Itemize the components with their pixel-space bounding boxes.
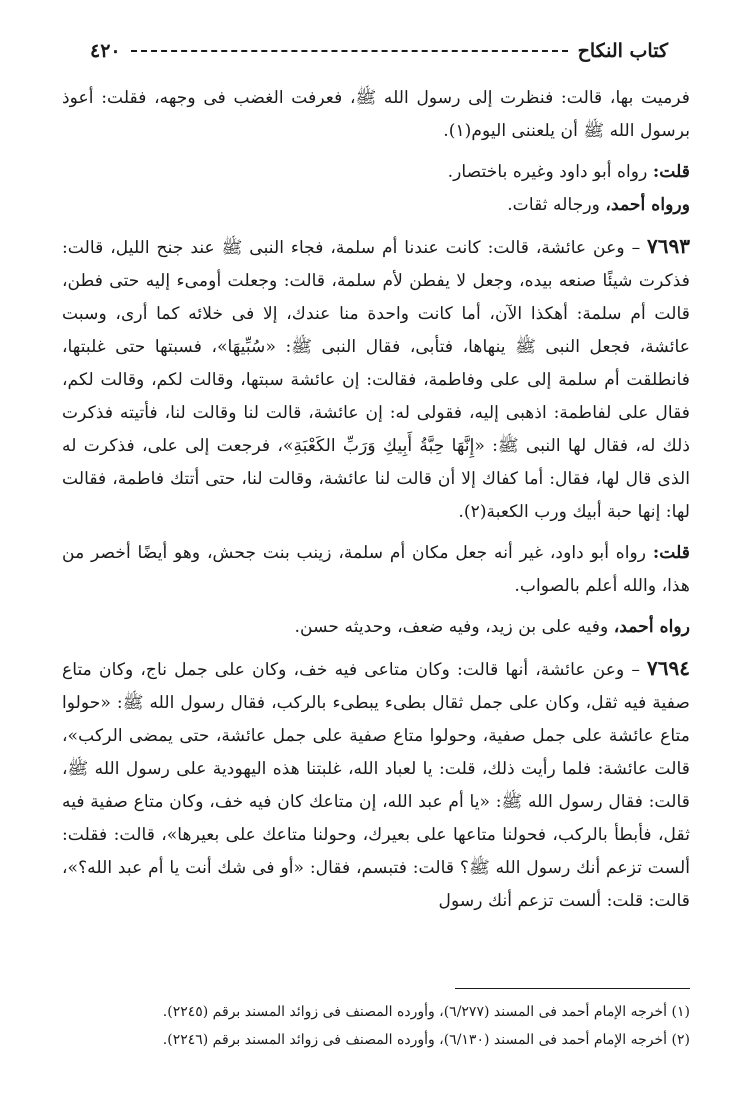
paragraph-lead: ورواه أحمد، bbox=[605, 195, 690, 215]
paragraph-continuation: فرميت بها، قالت: فنظرت إلى رسول الله ﷺ، فعرفت الغضب فى وجهه، فقلت: أعوذ برسول الله ﷺ أن يلعننى اليوم(١). bbox=[62, 88, 690, 141]
page-header bbox=[90, 36, 668, 66]
footnote-1: (١) أخرجه الإمام أحمد فى المسند (٦/٢٧٧)، وأورده المصنف فى زوائد المسند برقم (٢٢٤٥). bbox=[162, 1004, 690, 1020]
footnote-separator bbox=[455, 988, 690, 989]
chapter-title: كتاب النكاح bbox=[577, 40, 668, 62]
page-body bbox=[62, 82, 690, 918]
paragraph-lead: رواه أحمد، bbox=[613, 617, 690, 637]
paragraph-narration: ورواه أحمد، ورجاله ثقات. bbox=[507, 195, 690, 215]
footnotes bbox=[62, 998, 690, 1054]
paragraph-note: قلت: رواه أبو داود وغيره باختصار. bbox=[447, 162, 690, 182]
hadith-number: ٧٦٩٣ bbox=[647, 234, 690, 258]
paragraph-lead: قلت: bbox=[652, 162, 690, 182]
hadith-number: ٧٦٩٤ bbox=[647, 656, 690, 680]
hadith-paragraph: ٧٦٩٣ – وعن عائشة، قالت: كانت عندنا أم سلمة، فجاء النبى ﷺ عند جنح الليل، قالت: فذكرت شيئًا صنعه بيده، وجعل لا يفطن لأم سلمة، قالت: وجعلت أومىء إليه حتى فطن، قالت أم سلمة: أهكذا الآن، أما كانت واحدة منا عندك، إلا فى خلائه كما أرى، وسبت عائشة، فجعل النبى ﷺ ينهاها، فتأبى، فقال النبى ﷺ: «سُبِّيهَا»، فسبتها حتى غلبتها، فانطلقت أم سلمة إلى على وفاطمة، فقالت: إن عائشة سبتها، وقالت لكم، وقالت لكم، فقال على لفاطمة: اذهبى إليه، فقولى له: إن عائشة، قالت لنا وقالت لنا، فأتيته فذكرت ذلك له، فقال لها النبى ﷺ: «إِنَّهَا حِبَّةُ أَبِيكِ وَرَبِّ الكَعْبَةِ»، فرجعت إلى على، فذكرت له الذى قال لها، فقال: أما كفاك إلا أن قالت لنا عائشة، وقالت لنا، حتى أتتك فاطمة، فقالت لها: إنها حبة أبيك ورب الكعبة(٢). bbox=[62, 234, 690, 522]
footnote-2: (٢) أخرجه الإمام أحمد فى المسند (٦/١٣٠)، وأورده المصنف فى زوائد المسند برقم (٢٢٤٦). bbox=[162, 1032, 690, 1048]
header-dashed-rule bbox=[131, 50, 568, 52]
page-number: ٤٢٠ bbox=[90, 40, 121, 62]
paragraph-note: قلت: رواه أبو داود، غير أنه جعل مكان أم سلمة، زينب بنت جحش، وهو أيضًا أخصر من هذا، والله أعلم بالصواب. bbox=[62, 543, 690, 596]
hadith-paragraph: ٧٦٩٤ – وعن عائشة، أنها قالت: وكان متاعى فيه خف، وكان على جمل ناج، وكان متاع صفية فيه ثقل، وكان على جمل ثقال بطىء يبطىء بالركب، فقال رسول الله ﷺ: «حولوا متاع عائشة على جمل صفية، وحولوا متاع صفية على جمل عائشة، حتى يمضى الركب»، قالت عائشة: فلما رأيت ذلك، قلت: يا لعباد الله، غلبتنا هذه اليهودية على رسول الله ﷺ، قالت: فقال رسول الله ﷺ: «يا أم عبد الله، إن متاعك كان فيه خف، وكان متاع صفية فيه ثقل، فأبطأ بالركب، فحولنا متاعها على بعيرك، وحولنا متاعك على بعيرها»، قالت: فقلت: ألست تزعم أنك رسول الله ﷺ؟ قالت: فتبسم، فقال: «أو فى شك أنت يا أم عبد الله؟»، قالت: قلت: ألست تزعم أنك رسول bbox=[62, 656, 690, 911]
paragraph-narration: رواه أحمد، وفيه على بن زيد، وفيه ضعف، وحديثه حسن. bbox=[294, 617, 690, 637]
paragraph-lead: قلت: bbox=[652, 543, 690, 563]
